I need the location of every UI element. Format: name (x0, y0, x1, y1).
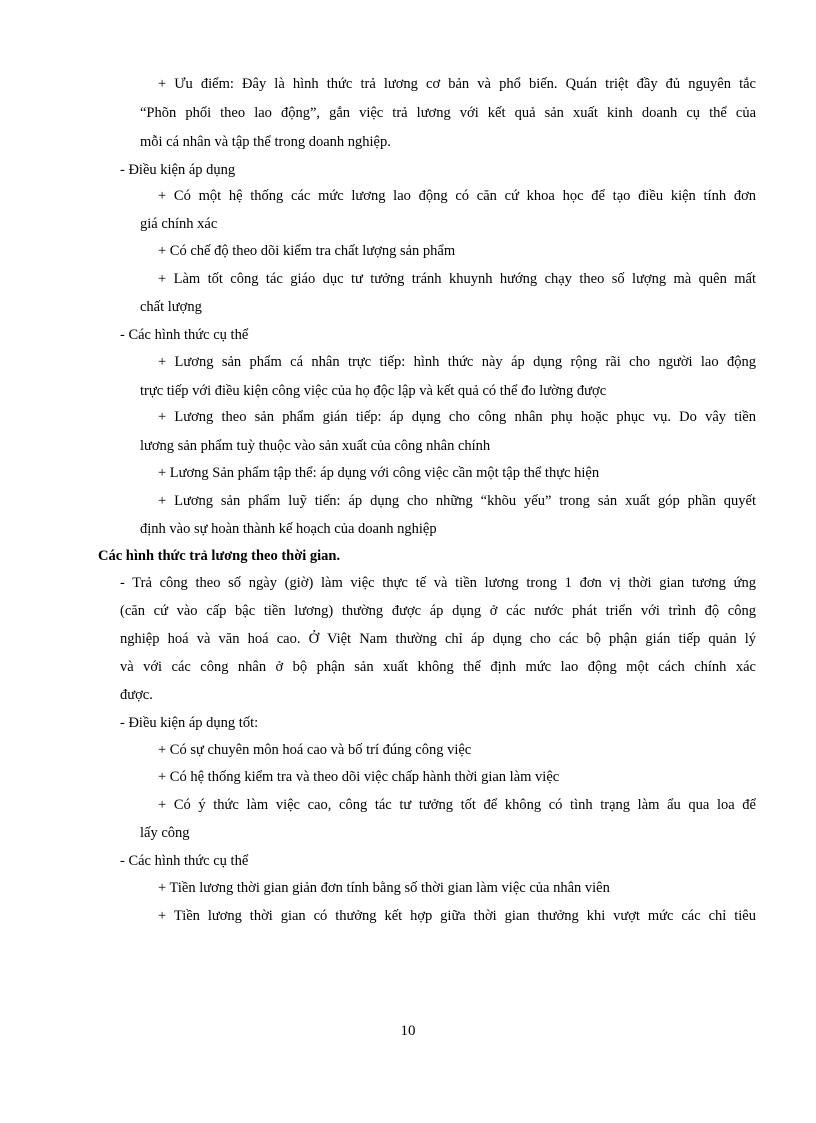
text-line: + Có chế độ theo dõi kiểm tra chất lượng sản phẩm (158, 243, 456, 259)
text-line: lương sản phẩm tuỳ thuộc vào sản xuất của công nhân chính (140, 438, 491, 454)
text-line: nghiệp hoá và văn hoá cao. Ở Việt Nam thường chỉ áp dụng cho các bộ phận gián tiếp quản lý (120, 631, 756, 647)
text-line: lấy công (140, 825, 190, 841)
text-line: - Các hình thức cụ thể (120, 853, 249, 869)
text-line: + Tiền lương thời gian có thưởng kết hợp giữa thời gian thưởng khi vượt mức các chỉ tiêu (158, 908, 756, 924)
text-line: + Ưu điểm: Đây là hình thức trả lương cơ bản và phổ biến. Quán triệt đầy đủ nguyên tắc (158, 76, 756, 92)
text-line: chất lượng (140, 299, 202, 315)
text-line: mỗi cá nhân và tập thể trong doanh nghiệp. (140, 134, 391, 150)
text-line: + Lương Sản phẩm tập thể: áp dụng với công việc cần một tập thể thực hiện (158, 465, 600, 481)
text-line: + Có một hệ thống các mức lương lao động có căn cứ khoa học để tạo điều kiện tính đơn (158, 188, 756, 204)
text-line: + Lương theo sản phẩm gián tiếp: áp dụng cho công nhân phụ hoặc phục vụ. Do vây tiền (158, 409, 756, 425)
text-line: và với các công nhân ở bộ phận sản xuất không thể định mức lao động một cách chính xác (120, 659, 756, 675)
text-line: + Tiền lương thời gian giản đơn tính bằng số thời gian làm việc của nhân viên (158, 880, 610, 896)
section-heading: Các hình thức trả lương theo thời gian. (98, 548, 341, 564)
text-line: định vào sự hoàn thành kế hoạch của doanh nghiệp (140, 521, 437, 537)
text-line: giá chính xác (140, 216, 218, 232)
text-line: được. (120, 687, 153, 703)
text-line: + Làm tốt công tác giáo dục tư tưởng tránh khuynh hướng chạy theo số lượng mà quên mất (158, 271, 756, 287)
text-line: + Lương sản phẩm cá nhân trực tiếp: hình thức này áp dụng rộng rãi cho người lao động (158, 354, 756, 370)
text-line: + Có ý thức làm việc cao, công tác tư tưởng tốt để không có tình trạng làm ẩu qua loa để (158, 797, 756, 813)
text-line: + Có hệ thống kiểm tra và theo dõi việc chấp hành thời gian làm việc (158, 769, 560, 785)
text-line: + Lương sản phẩm luỹ tiến: áp dụng cho những “khõu yếu” trong sản xuất góp phần quyết (158, 493, 756, 509)
page-number: 10 (400, 1023, 416, 1039)
text-line: - Các hình thức cụ thể (120, 327, 249, 343)
text-line: (căn cứ vào cấp bậc tiền lương) thường được áp dụng ở các nước phát triển với trình độ công (120, 603, 756, 619)
text-line: “Phõn phối theo lao động”, gắn việc trả lương với kết quả sản xuất kinh doanh cụ thể của (140, 105, 756, 121)
text-line: + Có sự chuyên môn hoá cao và bố trí đúng công việc (158, 742, 472, 758)
text-line: - Điều kiện áp dụng tốt: (120, 715, 259, 731)
text-line: - Điều kiện áp dụng (120, 162, 236, 178)
text-line: - Trả công theo số ngày (giờ) làm việc thực tế và tiền lương trong 1 đơn vị thời gian tương ứng (120, 575, 756, 591)
text-line: trực tiếp với điều kiện công việc của họ độc lập và kết quả có thể đo lường được (140, 383, 607, 399)
